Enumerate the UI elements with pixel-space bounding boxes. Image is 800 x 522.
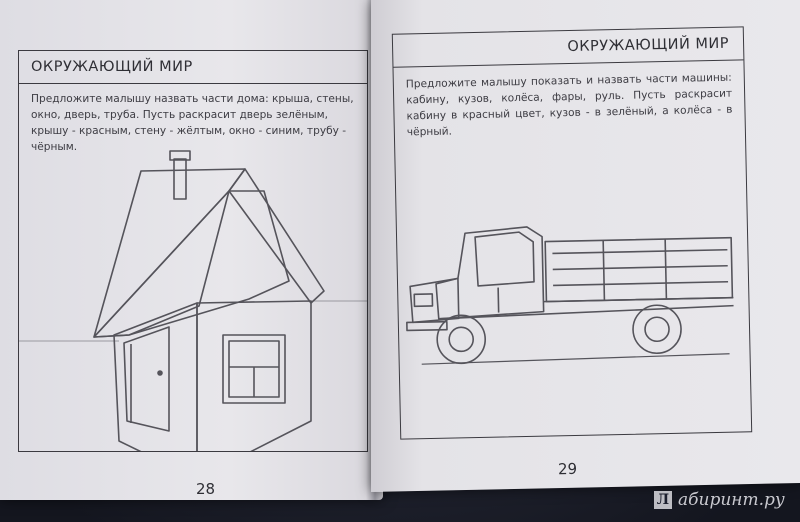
left-frame bbox=[18, 50, 368, 452]
left-page-instruction: Предложите малышу назвать части дома: крыша, стены, окно, дверь, труба. Пусть раскрасит дверь зелёным, крышу - красным, стену - жёлтым, окно - синим, трубу - чёрным. bbox=[31, 93, 354, 153]
house-drawing bbox=[19, 131, 367, 451]
right-page-number: 29 bbox=[557, 459, 578, 479]
watermark-text: абиринт.ру bbox=[678, 490, 785, 510]
truck-drawing bbox=[396, 187, 751, 414]
labirint-watermark bbox=[654, 490, 785, 510]
left-page bbox=[0, 0, 383, 500]
right-frame bbox=[392, 26, 752, 439]
left-page-number: 28 bbox=[196, 480, 216, 498]
left-page-title: ОКРУЖАЮЩИЙ МИР bbox=[19, 51, 367, 84]
right-page-instruction: Предложите малышу показать и назвать части машины: кабину, кузов, колёса, фары, руль. Пусть раскрасит кабину в красный цвет, кузов - в зелёный, а колёса - в чёрный. bbox=[405, 71, 733, 139]
right-page-title: ОКРУЖАЮЩИЙ МИР bbox=[393, 27, 744, 67]
labirint-logo-icon: Л bbox=[654, 491, 672, 509]
